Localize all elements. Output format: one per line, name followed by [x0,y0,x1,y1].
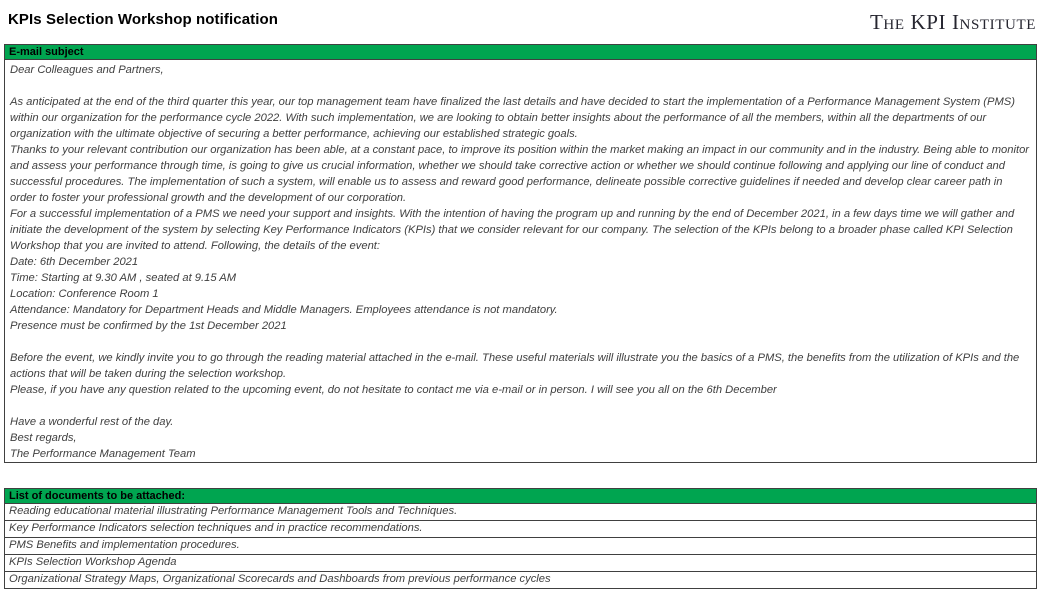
page-header [0,0,1044,34]
email-line-greeting: Dear Colleagues and Partners, [10,64,164,76]
email-line-location: Location: Conference Room 1 [10,288,159,300]
sheet [0,44,1044,589]
email-line-signoff: Best regards, [10,432,77,444]
email-line-paragraph: As anticipated at the end of the third quarter this year, our top management team have finalized the last details and have decided to start the implementation of a Performance Management System (PMS) within our organization for the performance cycle 2022. With such implementation, we are looking to obtain better insights about the performance of all the members, within all the departments of our organization with the ultimate objective of securing a better performance, achieving our established strategic goals. [10,96,1015,140]
email-line-closing: Have a wonderful rest of the day. [10,416,174,428]
attachments-list [4,504,1037,589]
email-line-paragraph: Please, if you have any question related to the upcoming event, do not hesitate to contact me via e-mail or in person. I will see you all on the 6th December [10,384,777,396]
attachment-item: Organizational Strategy Maps, Organizational Scorecards and Dashboards from previous performance cycles [4,572,1037,589]
email-line-date: Date: 6th December 2021 [10,256,139,268]
page-title: KPIs Selection Workshop notification [8,11,279,28]
email-line-presence: Presence must be confirmed by the 1st December 2021 [10,320,287,332]
email-line-signature: The Performance Management Team [10,448,196,460]
email-line-blank [10,334,1030,350]
email-line-paragraph: Before the event, we kindly invite you to go through the reading material attached in the e-mail. These useful materials will illustrate you the basics of a PMS, the benefits from the utilization of KPIs and the actions that will be taken during the selection workshop. [10,352,1020,380]
attachment-item: Key Performance Indicators selection techniques and in practice recommendations. [4,521,1037,538]
email-line-blank [10,78,1030,94]
email-line-paragraph: For a successful implementation of a PMS we need your support and insights. With the intention of having the program up and running by the end of December 2021, in a few days time we will gather and initiate the development of the system by selecting Key Performance Indicators (KPIs) that we consider relevant for our company. The selection of the KPIs belong to a broader phase called KPI Selection Workshop that you are invited to attend. Following, the details of the event: [10,208,1015,252]
attachments-header: List of documents to be attached: [4,488,1037,504]
attachment-item: Reading educational material illustrating Performance Management Tools and Techniques. [4,504,1037,521]
attachment-item: PMS Benefits and implementation procedures. [4,538,1037,555]
email-line-blank [10,398,1030,414]
email-line-time: Time: Starting at 9.30 AM , seated at 9.15 AM [10,272,237,284]
section-spacer [4,463,1037,478]
email-subject-header: E-mail subject [4,44,1037,60]
email-body [4,60,1037,463]
kpi-institute-logo: The KPI Institute [869,10,1036,34]
email-line-paragraph: Thanks to your relevant contribution our organization has been able, at a constant pace, to improve its position within the market making an impact in our community and in the industry. Being able to monitor and assess your performance through time, is going to give us crucial information, whether we should take corrective action or whether we should continue following and applying our line of conduct and successful procedures. The implementation of such a system, will enable us to assess and reward good performance, delineate possible corrective guidelines if needed and develop clear career path in order to foster your professional growth and the development of our corporation. [10,144,1030,204]
attachment-item: KPIs Selection Workshop Agenda [4,555,1037,572]
email-line-attendance: Attendance: Mandatory for Department Heads and Middle Managers. Employees attendance is not mandatory. [10,304,558,316]
